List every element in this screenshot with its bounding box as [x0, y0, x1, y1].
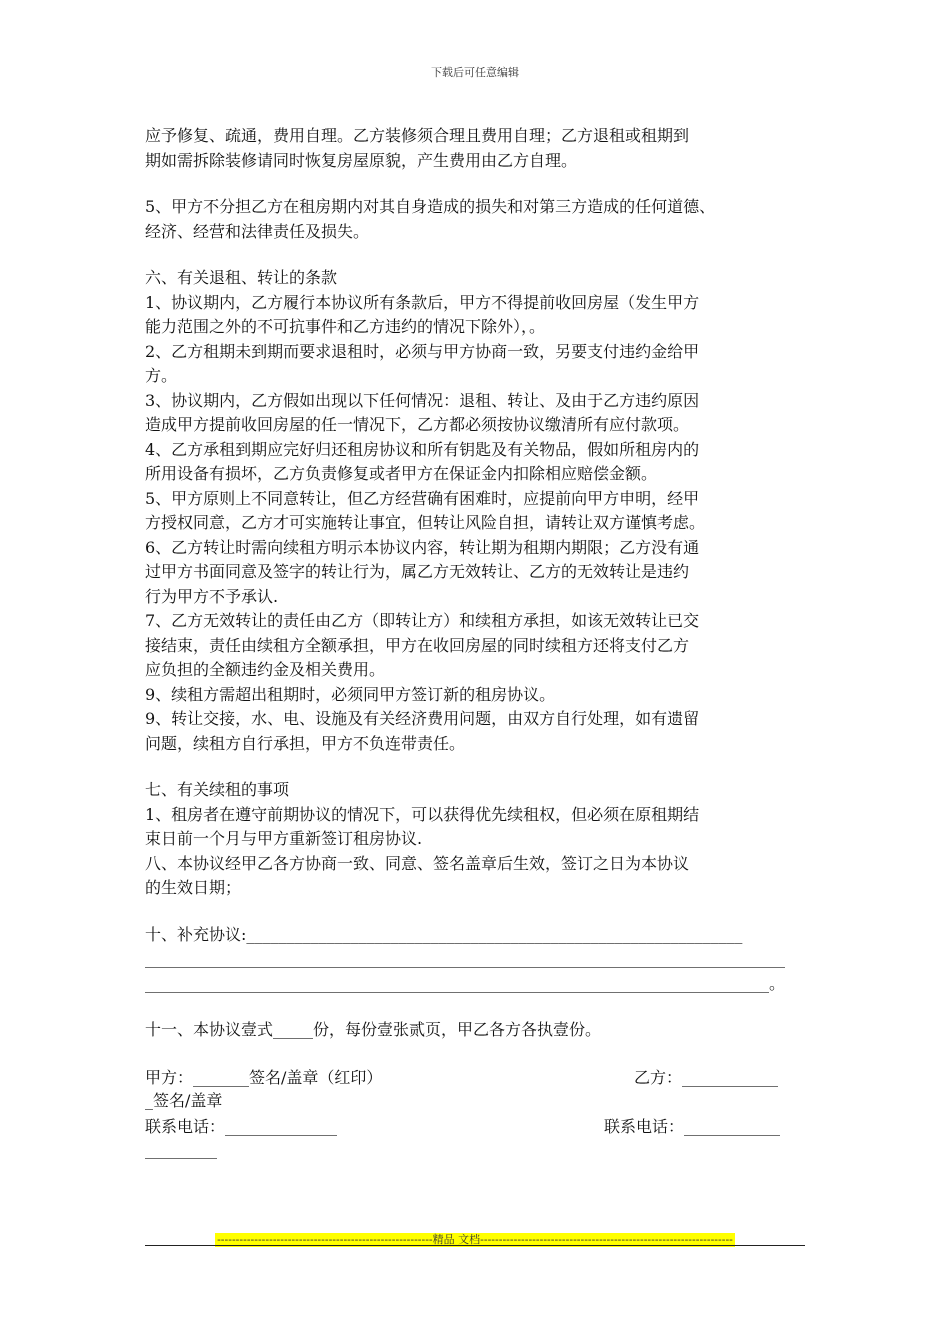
section-eleven-copies: 十一、本协议壹式_____份，每份壹张贰页，甲乙各方各执壹份。	[145, 1020, 602, 1039]
text-line: 5、甲方不分担乙方在租房期内对其自身造成的损失和对第三方造成的任何道德、	[145, 197, 716, 216]
text-line: 造成甲方提前收回房屋的任一情况下，乙方都必须按协议缴清所有应付款项。	[145, 415, 690, 434]
text-line: 束日前一个月与甲方重新签订租房协议.	[145, 829, 423, 848]
supplementary-line: ______________________________________________________________________________。	[145, 973, 785, 993]
party-b-signature-cont: _签名/盖章	[145, 1091, 223, 1110]
party-b-phone: 联系电话：____________	[604, 1116, 781, 1136]
text-line: 能力范围之外的不可抗事件和乙方违约的情况下除外），。	[145, 317, 546, 336]
text-line: 应予修复、疏通，费用自理。乙方装修须合理且费用自理；乙方退租或租期到	[145, 126, 690, 145]
text-line: 方。	[145, 366, 178, 385]
text-line: 行为甲方不予承认.	[145, 586, 279, 606]
text-line: 9、转让交接，水、电、设施及有关经济费用问题，由双方自行处理，如有遗留	[145, 709, 700, 728]
section-six-termination-transfer	[145, 266, 820, 756]
section-seven-renewal	[145, 778, 820, 901]
text-line: 2、乙方租期未到期而要求退租时，必须与甲方协商一致，另要支付违约金给甲	[145, 341, 700, 361]
text-line: 1、租房者在遵守前期协议的情况下，可以获得优先续租权，但必须在原租期结	[145, 804, 700, 824]
text-line: 7、乙方无效转让的责任由乙方（即转让方）和续租方承担，如该无效转让已交	[145, 611, 700, 630]
text-line: 问题，续租方自行承担，甲方不负连带责任。	[145, 733, 466, 753]
signature-block	[145, 1065, 820, 1163]
party-b-signature: 乙方：____________	[634, 1067, 779, 1087]
supplementary-line: ________________________________________________________________________________	[145, 949, 785, 968]
paragraph-renovation	[145, 124, 820, 173]
party-b-phone-cont: _________	[145, 1140, 217, 1159]
document-body	[145, 124, 820, 1163]
text-line: 方授权同意，乙方才可实施转让事宜，但转让风险自担，请转让双方谨慎考虑。	[145, 513, 706, 532]
text-line: 1、协议期内，乙方履行本协议所有条款后，甲方不得提前收回房屋（发生甲方	[145, 292, 700, 312]
text-line: 所用设备有损坏，乙方负责修复或者甲方在保证金内扣除相应赔偿金额。	[145, 464, 658, 483]
footer-divider	[145, 1245, 805, 1246]
text-line: 5、甲方原则上不同意转让，但乙方经营确有困难时，应提前向甲方申明，经甲	[145, 488, 700, 508]
text-line: 经济、经营和法律责任及损失。	[145, 221, 370, 241]
text-line: 期如需拆除装修请同时恢复房屋原貌，产生费用由乙方自理。	[145, 150, 578, 170]
party-a-signature: 甲方：_______签名/盖章（红印）	[145, 1067, 383, 1087]
section-ten-supplementary	[145, 923, 820, 997]
party-a-phone: 联系电话：______________	[145, 1116, 338, 1136]
page-header: 下载后可任意编辑	[431, 66, 519, 79]
text-line: 过甲方书面同意及签字的转让行为，属乙方无效转让、乙方的无效转让是违约	[145, 562, 690, 581]
section-heading: 七、有关续租的事项	[145, 780, 290, 799]
paragraph-liability	[145, 195, 820, 244]
footer-highlight-text: ----------------------------------------------------------精品 文档--------------------------------------------------------------------	[217, 1233, 733, 1246]
text-line: 4、乙方承租到期应完好归还租房协议和所有钥匙及有关物品，假如所租房内的	[145, 439, 700, 459]
section-heading: 六、有关退租、转让的条款	[145, 268, 338, 287]
text-line: 9、续租方需超出租期时，必须同甲方签订新的租房协议。	[145, 684, 556, 704]
text-line: 3、协议期内，乙方假如出现以下任何情况：退租、转让、及由于乙方违约原因	[145, 390, 700, 410]
text-line: 的生效日期；	[145, 878, 242, 897]
supplementary-line: 十、补充协议:______________________________________________________________	[145, 924, 743, 944]
text-line: 接结束，责任由续租方全额承担，甲方在收回房屋的同时续租方还将支付乙方	[145, 635, 690, 655]
text-line: 6、乙方转让时需向续租方明示本协议内容，转让期为租期内期限；乙方没有通	[145, 537, 700, 557]
text-line: 应负担的全额违约金及相关费用。	[145, 660, 386, 679]
text-line: 八、本协议经甲乙各方协商一致、同意、签名盖章后生效，签订之日为本协议	[145, 853, 690, 873]
